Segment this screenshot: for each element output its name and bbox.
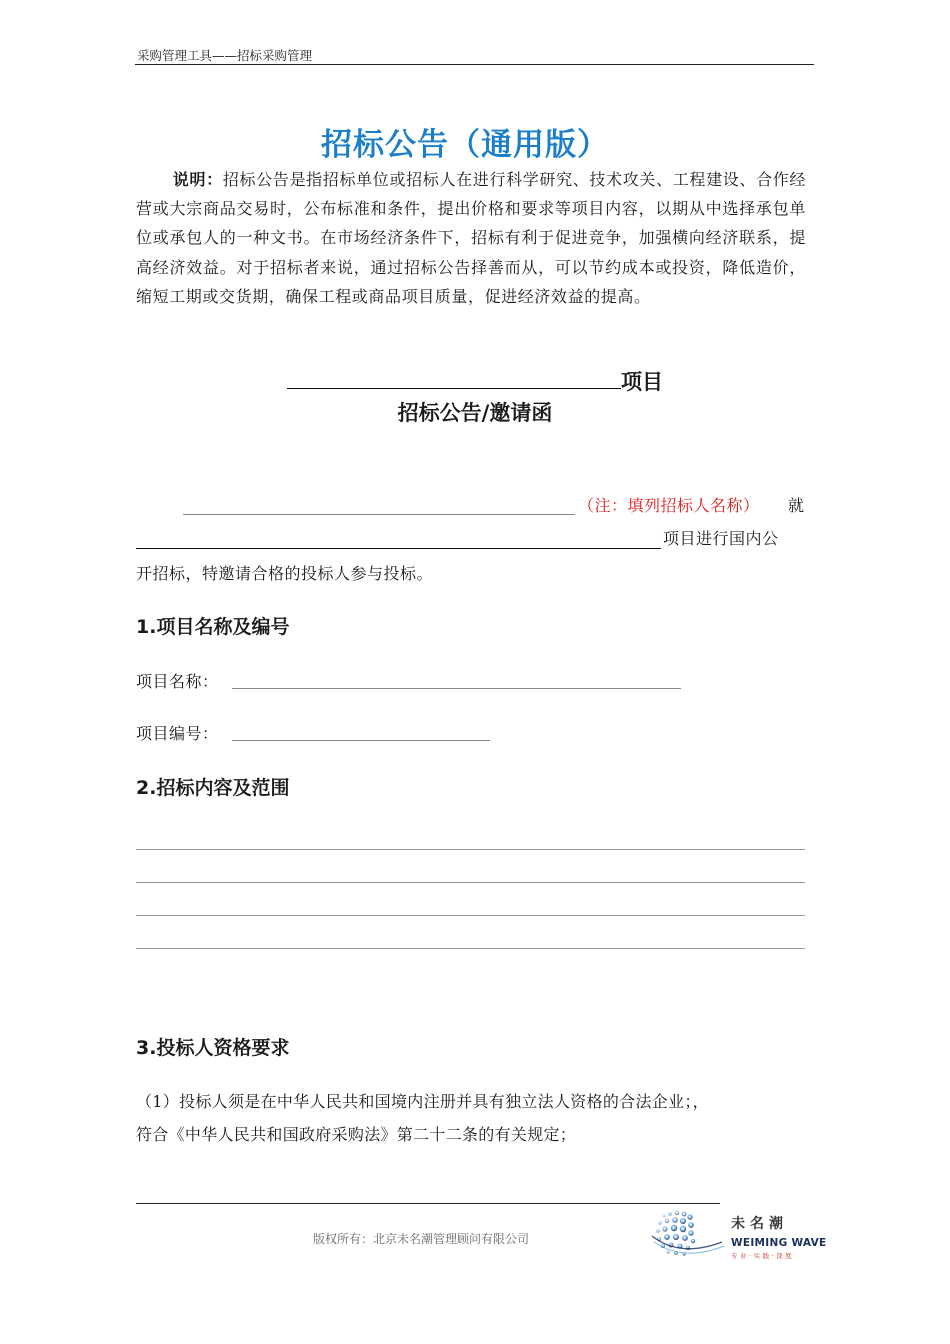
project-code-field: [232, 740, 490, 741]
scope-blank-line-4: [136, 948, 805, 949]
running-header: 采购管理工具——招标采购管理: [137, 48, 313, 63]
invitation-line3: 开招标，特邀请合格的投标人参与投标。: [136, 564, 434, 583]
invitation-line2: 项目进行国内公: [663, 529, 779, 548]
scope-blank-line-2: [136, 882, 805, 883]
scope-blank-line-1: [136, 849, 805, 850]
subtitle-heading: 招标公告/邀请函: [397, 401, 553, 425]
tenderer-name-blank: [183, 514, 575, 515]
section-3-heading: 3.投标人资格要求: [136, 1037, 290, 1059]
header-rule: [135, 64, 814, 65]
intro-paragraph: [136, 165, 806, 311]
project-name-field: [232, 688, 681, 689]
project-code-label: 项目编号：: [136, 724, 219, 743]
invitation-project-blank: [136, 548, 661, 549]
document-title: 招标公告（通用版）: [321, 127, 609, 163]
section-2-heading: 2.招标内容及范围: [136, 777, 290, 799]
invitation-jiu: 就: [788, 496, 805, 515]
footer-copyright: 版权所有：北京未名潮管理顾问有限公司: [313, 1232, 530, 1246]
section-1-heading: 1.项目名称及编号: [136, 616, 290, 638]
subtitle-project-suffix: 项目: [621, 370, 663, 394]
requirement-1-line-2: 符合《中华人民共和国政府采购法》第二十二条的有关规定；: [136, 1125, 577, 1144]
tenderer-note: （注：填列招标人名称）: [578, 496, 760, 515]
scope-blank-line-3: [136, 915, 805, 916]
intro-text: 招标公告是指招标单位或招标人在进行科学研究、技术攻关、工程建设、合作经营或大宗商品交易时，公布标准和条件，提出价格和要求等项目内容，以期从中选择承包单位或承包人的一种文书。在市场经济条件下，招标有利于促进竞争，加强横向经济联系，提高经济效益。对于招标者来说，通过招标公告择善而从，可以节约成本或投资，降低造价，缩短工期或交货期，确保工程或商品项目质量，促进经济效益的提高。: [136, 170, 806, 306]
requirement-1: [136, 1085, 816, 1151]
logo-tagline: 专业·实践·深度: [731, 1252, 795, 1260]
requirement-1-line-1: （1）投标人须是在中华人民共和国境内注册并具有独立法人资格的合法企业；，: [136, 1092, 709, 1111]
intro-label-colon: ：: [206, 170, 223, 189]
project-name-label: 项目名称：: [136, 672, 219, 691]
project-name-blank: [287, 368, 621, 389]
logo-en-text: WEIMING WAVE: [731, 1237, 827, 1249]
footer-rule: [136, 1203, 720, 1204]
logo-cn-text: 未名潮: [731, 1216, 788, 1232]
subtitle-project-line: [0, 366, 950, 396]
intro-label: 说明: [172, 170, 207, 189]
